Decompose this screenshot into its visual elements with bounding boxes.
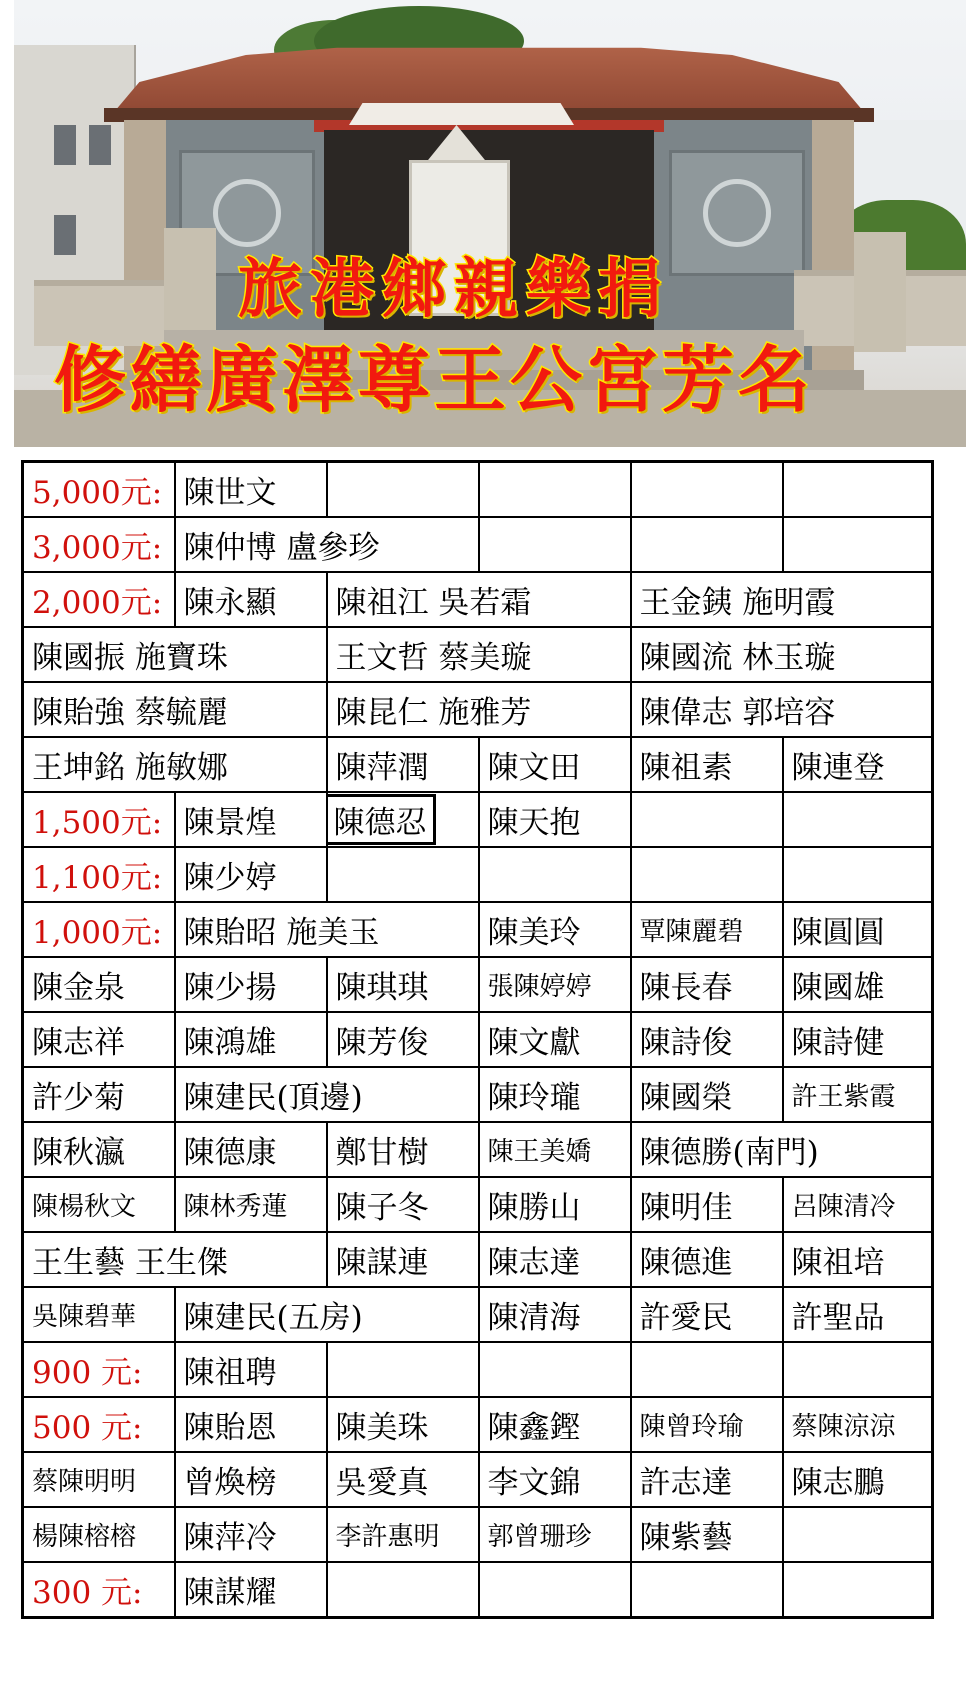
donor-cell: 陳貽恩 xyxy=(175,1397,327,1452)
donor-cell: 許少菊 xyxy=(23,1067,175,1122)
donor-cell: 陳少婷 xyxy=(175,847,327,902)
title-line-2: 修繕廣澤尊王公宮芳名 xyxy=(54,338,815,422)
donor-cell xyxy=(479,517,631,572)
donor-cell: 陳景煌 xyxy=(175,792,327,847)
table-row xyxy=(23,1507,933,1562)
donor-cell xyxy=(631,792,783,847)
donor-cell: 許王紫霞 xyxy=(783,1067,933,1122)
donor-cell: 陳萍冷 xyxy=(175,1507,327,1562)
donor-cell: 許聖品 xyxy=(783,1287,933,1342)
table-row xyxy=(23,1452,933,1507)
donor-cell: 陳秋瀛 xyxy=(23,1122,175,1177)
donor-cell: 蔡陳涼涼 xyxy=(783,1397,933,1452)
donor-cell xyxy=(631,847,783,902)
donor-cell xyxy=(783,462,933,518)
donor-cell: 陳勝山 xyxy=(479,1177,631,1232)
donor-cell xyxy=(783,517,933,572)
donor-cell: 許志達 xyxy=(631,1452,783,1507)
donor-cell: 陳長春 xyxy=(631,957,783,1012)
donor-cell xyxy=(631,517,783,572)
donor-cell: 陳明佳 xyxy=(631,1177,783,1232)
donor-cell: 陳美玲 xyxy=(479,902,631,957)
donor-cell xyxy=(327,462,479,518)
donor-cell: 陳國雄 xyxy=(783,957,933,1012)
donor-cell: 陳詩健 xyxy=(783,1012,933,1067)
donor-cell: 陳國榮 xyxy=(631,1067,783,1122)
donor-cell: 陳建民(頂邊) xyxy=(175,1067,479,1122)
donor-cell: 吳陳碧華 xyxy=(23,1287,175,1342)
donor-cell xyxy=(479,1562,631,1618)
donor-cell: 陳志鵬 xyxy=(783,1452,933,1507)
amount-label: 5,000元: xyxy=(23,462,175,518)
donor-cell: 陳金泉 xyxy=(23,957,175,1012)
railing-post xyxy=(854,232,906,352)
donor-cell: 呂陳清冷 xyxy=(783,1177,933,1232)
table-row xyxy=(23,1397,933,1452)
title-line-1: 旅港鄉親樂捐 xyxy=(238,253,670,327)
donor-cell: 王金銕 施明霞 xyxy=(631,572,933,627)
donor-cell xyxy=(479,847,631,902)
donor-cell: 陳國流 林玉璇 xyxy=(631,627,933,682)
donor-cell: 陳仲博 盧參珍 xyxy=(175,517,479,572)
donor-cell xyxy=(479,1342,631,1397)
donor-cell: 許愛民 xyxy=(631,1287,783,1342)
donor-cell: 陳連登 xyxy=(783,737,933,792)
donor-cell: 李許惠明 xyxy=(327,1507,479,1562)
donor-cell: 陳鑫鏗 xyxy=(479,1397,631,1452)
donor-cell: 陳謀連 xyxy=(327,1232,479,1287)
donor-cell: 蔡陳明明 xyxy=(23,1452,175,1507)
donor-cell: 陳祖江 吳若霜 xyxy=(327,572,631,627)
table-row xyxy=(23,1562,933,1618)
donor-cell: 陳謀耀 xyxy=(175,1562,327,1618)
donor-cell xyxy=(631,1562,783,1618)
donor-cell: 陳圓圓 xyxy=(783,902,933,957)
donor-cell: 郭曾珊珍 xyxy=(479,1507,631,1562)
donor-cell: 陳紫藝 xyxy=(631,1507,783,1562)
awning xyxy=(349,103,574,125)
table-row xyxy=(23,682,933,737)
donor-cell: 陳文田 xyxy=(479,737,631,792)
donor-cell: 張陳婷婷 xyxy=(479,957,631,1012)
donor-cell: 陳林秀蓮 xyxy=(175,1177,327,1232)
donor-cell: 覃陳麗碧 xyxy=(631,902,783,957)
table-row xyxy=(23,1012,933,1067)
table-row xyxy=(23,627,933,682)
donor-cell: 陳詩俊 xyxy=(631,1012,783,1067)
temple-photo xyxy=(14,0,966,447)
donor-cell: 陳曾玲瑜 xyxy=(631,1397,783,1452)
donor-cell: 陳玲瓏 xyxy=(479,1067,631,1122)
donor-cell: 陳少揚 xyxy=(175,957,327,1012)
amount-label: 1,100元: xyxy=(23,847,175,902)
donor-cell: 陳鴻雄 xyxy=(175,1012,327,1067)
amount-label: 900 元: xyxy=(23,1342,175,1397)
donor-cell: 陳楊秋文 xyxy=(23,1177,175,1232)
donor-cell: 李文錦 xyxy=(479,1452,631,1507)
donor-cell-selected xyxy=(327,792,479,847)
donor-cell: 陳貽強 蔡毓麗 xyxy=(23,682,327,737)
donor-cell: 吳愛真 xyxy=(327,1452,479,1507)
table-row xyxy=(23,737,933,792)
donor-cell: 鄭甘樹 xyxy=(327,1122,479,1177)
table-row xyxy=(23,847,933,902)
donor-cell xyxy=(479,462,631,518)
donor-cell xyxy=(783,1562,933,1618)
table-row xyxy=(23,572,933,627)
table-row xyxy=(23,517,933,572)
donor-cell: 陳貽昭 施美玉 xyxy=(175,902,479,957)
donor-cell xyxy=(631,462,783,518)
donor-cell: 陳子冬 xyxy=(327,1177,479,1232)
table-row xyxy=(23,1232,933,1287)
donor-cell: 陳萍潤 xyxy=(327,737,479,792)
donor-cell: 陳德勝(南門) xyxy=(631,1122,933,1177)
table-row xyxy=(23,902,933,957)
selected-name: 陳德忍 xyxy=(328,797,433,842)
amount-label: 2,000元: xyxy=(23,572,175,627)
table-row xyxy=(23,1067,933,1122)
donor-cell: 陳王美嬌 xyxy=(479,1122,631,1177)
donor-cell: 陳國振 施寶珠 xyxy=(23,627,327,682)
donor-cell: 陳建民(五房) xyxy=(175,1287,479,1342)
donor-cell: 王坤銘 施敏娜 xyxy=(23,737,327,792)
amount-label: 500 元: xyxy=(23,1397,175,1452)
table-row xyxy=(23,1342,933,1397)
donor-cell: 陳偉志 郭培容 xyxy=(631,682,933,737)
donor-cell: 曾煥榜 xyxy=(175,1452,327,1507)
donor-cell: 陳德進 xyxy=(631,1232,783,1287)
donor-cell xyxy=(327,1342,479,1397)
donor-cell: 陳琪琪 xyxy=(327,957,479,1012)
table-row xyxy=(23,957,933,1012)
donor-cell: 王生藝 王生傑 xyxy=(23,1232,327,1287)
donor-cell: 陳天抱 xyxy=(479,792,631,847)
amount-label: 3,000元: xyxy=(23,517,175,572)
amount-label: 300 元: xyxy=(23,1562,175,1618)
donor-cell: 陳志祥 xyxy=(23,1012,175,1067)
donor-cell: 陳世文 xyxy=(175,462,327,518)
table-row xyxy=(23,1122,933,1177)
carved-stone-panel xyxy=(669,150,805,276)
donor-cell: 陳昆仁 施雅芳 xyxy=(327,682,631,737)
table-row xyxy=(23,1177,933,1232)
donor-cell: 陳文獻 xyxy=(479,1012,631,1067)
donor-cell: 陳清海 xyxy=(479,1287,631,1342)
donor-cell: 陳美珠 xyxy=(327,1397,479,1452)
donor-cell: 陳祖素 xyxy=(631,737,783,792)
donor-cell: 王文哲 蔡美璇 xyxy=(327,627,631,682)
donor-cell xyxy=(631,1342,783,1397)
donor-cell: 陳芳俊 xyxy=(327,1012,479,1067)
donor-cell: 陳志達 xyxy=(479,1232,631,1287)
donor-cell xyxy=(783,847,933,902)
table-row xyxy=(23,1287,933,1342)
donor-table xyxy=(21,460,934,1619)
donor-cell: 陳德康 xyxy=(175,1122,327,1177)
amount-label: 1,000元: xyxy=(23,902,175,957)
donor-cell xyxy=(327,1562,479,1618)
donor-cell: 陳祖培 xyxy=(783,1232,933,1287)
donor-cell xyxy=(783,792,933,847)
donor-cell xyxy=(783,1342,933,1397)
donor-cell: 陳永顯 xyxy=(175,572,327,627)
donor-cell: 楊陳榕榕 xyxy=(23,1507,175,1562)
amount-label: 1,500元: xyxy=(23,792,175,847)
donor-cell xyxy=(327,847,479,902)
table-row xyxy=(23,792,933,847)
donor-cell xyxy=(783,1507,933,1562)
table-row xyxy=(23,462,933,518)
donor-cell: 陳祖聘 xyxy=(175,1342,327,1397)
